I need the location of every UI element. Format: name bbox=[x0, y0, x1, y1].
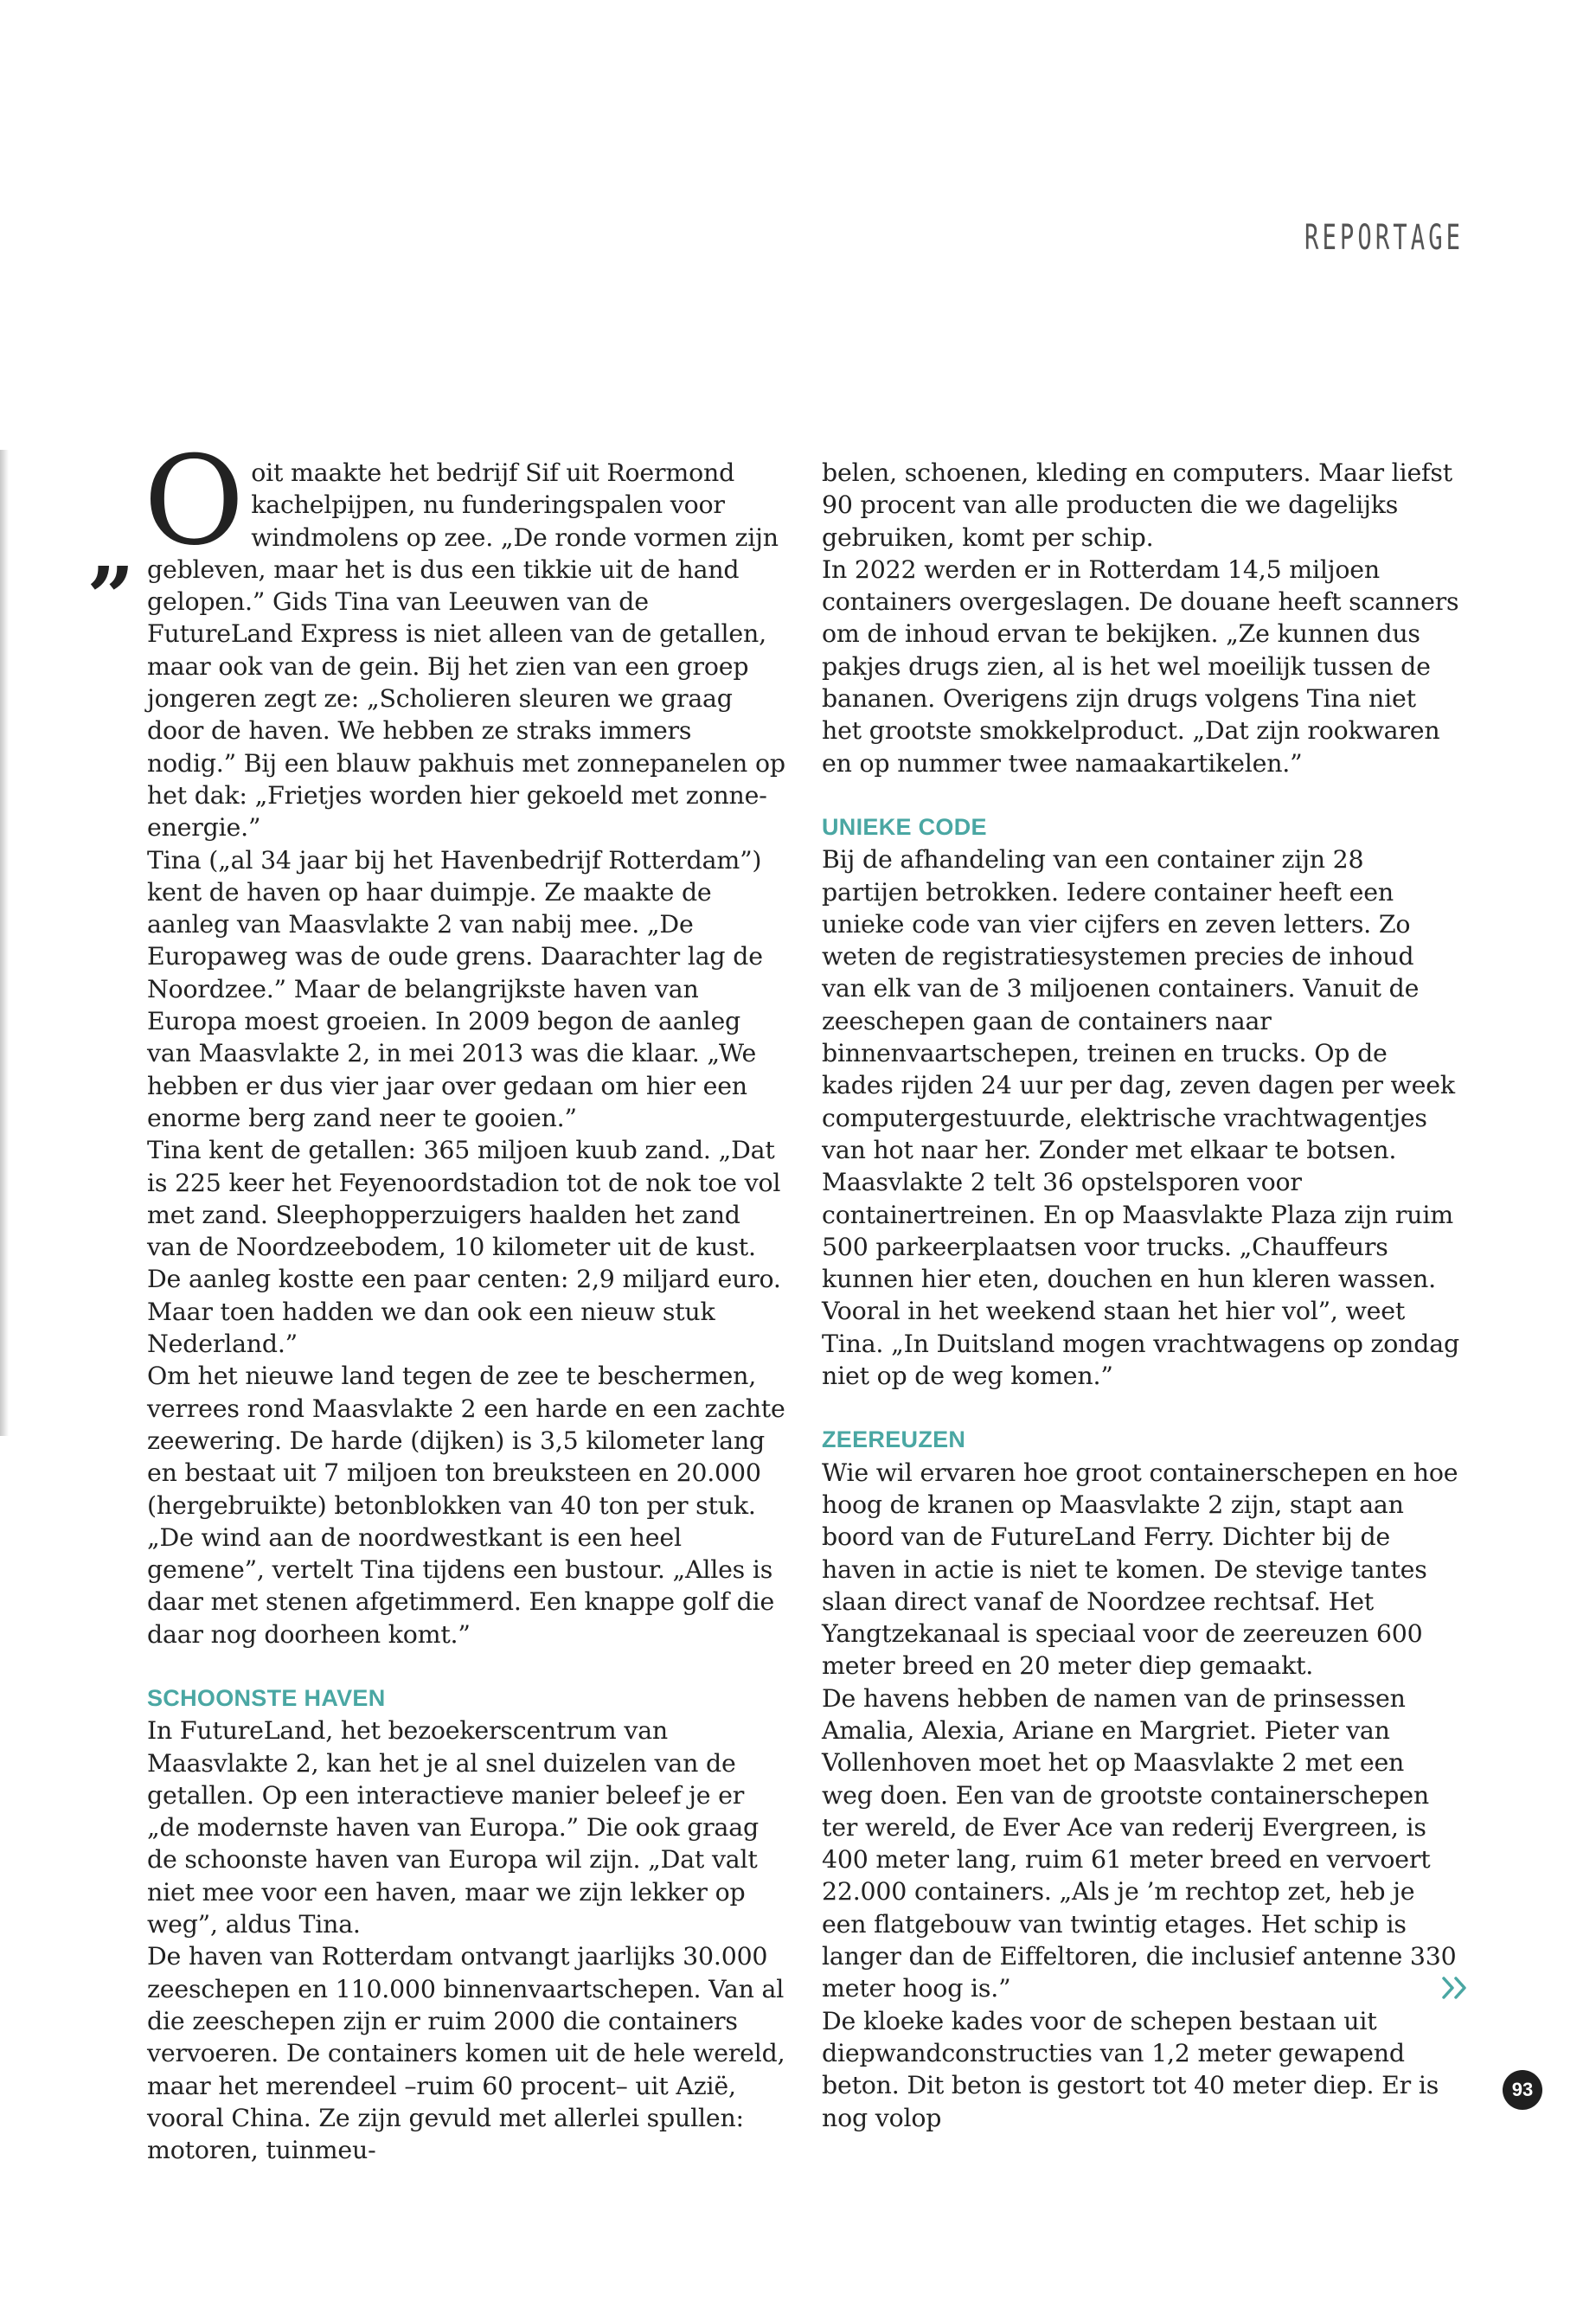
paragraph-text: oit maakte het bedrijf Sif uit Roermond kachelpijpen, nu funderingspalen voor windmolens op zee. „De ronde vormen zijn gebleven, maar het is dus een tikkie uit de hand gelopen.” Gids Tina van Leeuwen van de FutureLand Express is niet alleen van de getallen, maar ook van de gein. Bij het zien van een groep jongeren zegt ze: „Scholieren sleuren we graag door de haven. We hebben ze straks immers nodig.” Bij een blauw pakhuis met zonnepanelen op het dak: „Frietjes worden hier gekoeld met zonne-energie.” bbox=[147, 458, 785, 843]
article-paragraph: De haven van Rotterdam ontvangt jaarlijks 30.000 zeeschepen en 110.000 binnenvaartschepen. Van al die zeeschepen zijn er ruim 2000 die containers vervoeren. De containers komen uit de hele wereld, maar het merendeel –ruim 60 procent– uit Azië, vooral China. Ze zijn gevuld met allerlei spullen: motoren, tuinmeu- bbox=[147, 1942, 785, 2165]
subheading-unieke-code: UNIEKE CODE bbox=[822, 813, 987, 840]
subheading-schoonste-haven: SCHOONSTE HAVEN bbox=[147, 1684, 386, 1711]
article-column-left bbox=[144, 430, 785, 2166]
article-paragraph: Maasvlakte 2 telt 36 opstelsporen voor containertreinen. En op Maasvlakte Plaza zijn ruim 500 parkeerplaatsen voor trucks. „Chauffeurs kunnen hier eten, douchen en hun kleren wassen. Vooral in het weekend staan het hier vol”, weet Tina. „In Duitsland mogen vrachtwagens op zondag niet op de weg komen.” bbox=[822, 1168, 1459, 1391]
article-column-right bbox=[822, 457, 1460, 2134]
page-number: 93 bbox=[1503, 2070, 1542, 2110]
article-paragraph: De havens hebben de namen van de prinsessen Amalia, Alexia, Ariane en Margriet. Pieter van Vollenhoven moet het op Maasvlakte 2 met een weg doen. Een van de grootste containerschepen ter wereld, de Ever Ace van rederij Evergreen, is 400 meter lang, ruim 61 meter breed en vervoert 22.000 containers. „Als je ’m rechtop zet, heb je een flatgebouw van twintig etages. Het schip is langer dan de Eiffeltoren, die inclusief antenne 330 meter hoog is.” bbox=[822, 1683, 1457, 2003]
article-paragraph: In 2022 werden er in Rotterdam 14,5 miljoen containers overgeslagen. De douane heeft scanners om de inhoud ervan te bekijken. „Ze kunnen dus pakjes drugs zien, al is het wel moeilijk tussen de bananen. Overigens zijn drugs volgens Tina niet het grootste smokkelproduct. „Dat zijn rookwaren en op nummer twee namaakartikelen.” bbox=[822, 554, 1459, 778]
section-label: REPORTAGE bbox=[1304, 218, 1465, 258]
opening-quote-icon: „ bbox=[88, 501, 137, 599]
article-paragraph: Om het nieuwe land tegen de zee te beschermen, verrees rond Maasvlakte 2 een harde en een zachte zeewering. De harde (dijken) is 3,5 kilometer lang en bestaat uit 7 miljoen ton breuksteen en 20.000 (hergebruikte) betonblokken van 40 ton per stuk. „De wind aan de noordwestkant is een heel gemene”, vertelt Tina tijdens een bustour. „Alles is daar met stenen afgetimmerd. Een knappe golf die daar nog doorheen komt.” bbox=[147, 1362, 785, 1649]
article-paragraph bbox=[144, 430, 785, 844]
article-paragraph: Tina („al 34 jaar bij het Havenbedrijf Rotterdam”) kent de haven op haar duimpje. Ze maakte de aanleg van Maasvlakte 2 van nabij mee. „De Europaweg was de oude grens. Daarachter lag de Noordzee.” Maar de belangrijkste haven van Europa moest groeien. In 2009 begon de aanleg van Maasvlakte 2, in mei 2013 was die klaar. „We hebben er dus vier jaar over gedaan om hier een enorme berg zand neer te gooien.” bbox=[147, 845, 763, 1132]
subheading-zeereuzen: ZEEREUZEN bbox=[822, 1426, 966, 1453]
drop-cap: O bbox=[144, 430, 245, 573]
double-chevron-right-icon bbox=[1441, 1975, 1471, 2001]
article-paragraph: Tina kent de getallen: 365 miljoen kuub zand. „Dat is 225 keer het Feyenoordstadion tot de nok toe vol met zand. Sleephopperzuigers haalden het zand van de Noordzeebodem, 10 kilometer uit de kust. De aanleg kostte een paar centen: 2,9 miljard euro. Maar toen hadden we dan ook een nieuw stuk Nederland.” bbox=[147, 1136, 781, 1359]
article-paragraph: belen, schoenen, kleding en computers. Maar liefst 90 procent van alle producten die we dagelijks gebruiken, komt per schip. bbox=[822, 458, 1452, 552]
article-paragraph: De kloeke kades voor de schepen bestaan uit diepwandconstructies van 1,2 meter gewapend beton. Dit beton is gestort tot 40 meter diep. Er is nog volop bbox=[822, 2006, 1439, 2132]
article-paragraph: In FutureLand, het bezoekerscentrum van Maasvlakte 2, kan het je al snel duizelen van de getallen. Op een interactieve manier beleef je er „de modernste haven van Europa.” Die ook graag de schoonste haven van Europa wil zijn. „Dat valt niet mee voor een haven, maar we zijn lekker op weg”, aldus Tina. bbox=[147, 1716, 759, 1939]
page-fold-shadow bbox=[0, 450, 9, 1436]
article-paragraph: Wie wil ervaren hoe groot containerschepen en hoe hoog de kranen op Maasvlakte 2 zijn, stapt aan boord van de FutureLand Ferry. Dichter bij de haven in actie is niet te komen. De stevige tantes slaan direct vanaf de Noordzee rechtsaf. Het Yangtzekanaal is speciaal voor de zeereuzen 600 meter breed en 20 meter diep gemaakt. bbox=[822, 1458, 1458, 1681]
article-paragraph: Bij de afhandeling van een container zijn 28 partijen betrokken. Iedere container heeft een unieke code van vier cijfers en zeven letters. Zo weten de registratiesystemen precies de inhoud van elk van de 3 miljoenen containers. Vanuit de zeeschepen gaan de containers naar binnenvaartschepen, treinen en trucks. Op de kades rijden 24 uur per dag, zeven dagen per week computergestuurde, elektrische vrachtwagentjes van hot naar her. Zonder met elkaar te botsen. bbox=[822, 845, 1455, 1164]
